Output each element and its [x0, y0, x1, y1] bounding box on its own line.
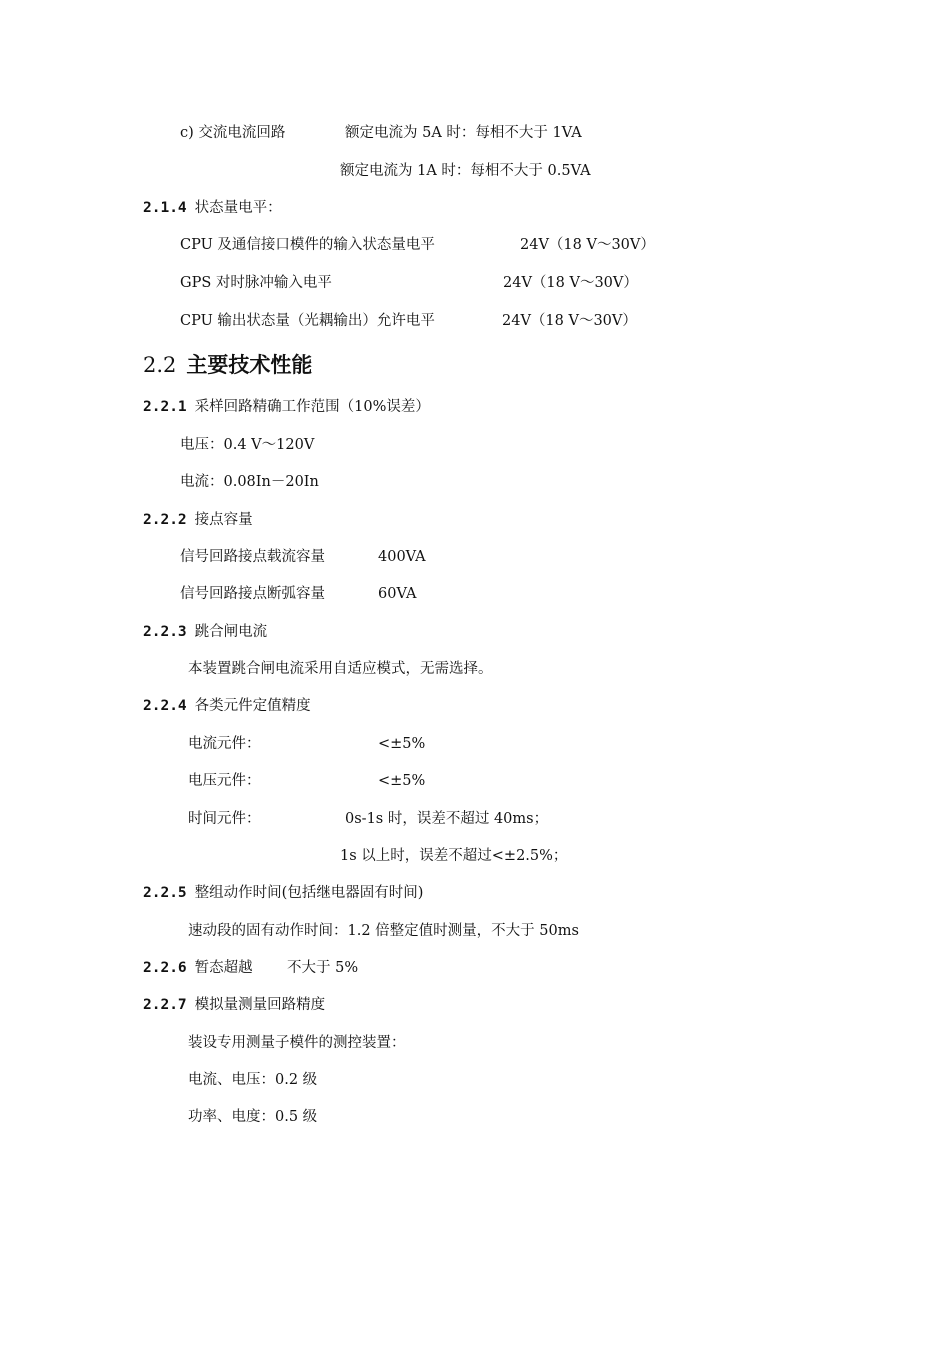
section-2-2-4-heading	[143, 696, 311, 716]
section-2-2-heading	[143, 352, 312, 378]
section-2-2-6-heading	[143, 958, 253, 978]
section-2-2-1-heading	[143, 397, 430, 417]
contact-capacity-label: 信号回路接点断弧容量	[180, 586, 325, 602]
current-range: 电流：0.08In－20In	[180, 474, 319, 490]
section-title: 状态量电平：	[194, 200, 282, 216]
section-number: 2.1.4	[143, 200, 187, 216]
contact-capacity-value: 60VA	[378, 586, 417, 602]
ac-circuit-value-1a: 额定电流为 1A 时：每相不大于 0.5VA	[340, 163, 591, 179]
section-2-2-7-heading	[143, 995, 325, 1015]
section-number: 2.2.4	[143, 698, 187, 714]
section-title: 整组动作时间(包括继电器固有时间)	[194, 885, 424, 901]
section-title: 跳合闸电流	[194, 624, 268, 640]
element-accuracy-value: 0s-1s 时，误差不超过 40ms；	[345, 811, 549, 827]
operate-time-text: 速动段的固有动作时间：1.2 倍整定值时测量，不大于 50ms	[188, 923, 579, 939]
section-2-2-5-heading	[143, 883, 423, 903]
state-level-value: 24V（18 V～30V）	[520, 237, 655, 253]
state-level-label: GPS 对时脉冲输入电平	[180, 275, 332, 291]
section-title: 接点容量	[194, 512, 253, 528]
contact-capacity-label: 信号回路接点载流容量	[180, 549, 325, 565]
section-title: 各类元件定值精度	[194, 698, 311, 714]
contact-capacity-value: 400VA	[378, 549, 426, 565]
state-level-value: 24V（18 V～30V）	[502, 313, 637, 329]
section-title: 主要技术性能	[186, 352, 313, 377]
section-number: 2.2.7	[143, 997, 187, 1013]
section-title: 采样回路精确工作范围（10%误差）	[194, 399, 430, 415]
ac-circuit-value-5a: 额定电流为 5A 时：每相不大于 1VA	[345, 125, 582, 141]
state-level-value: 24V（18 V～30V）	[503, 275, 638, 291]
state-level-label: CPU 及通信接口模件的输入状态量电平	[180, 237, 435, 253]
element-accuracy-value: <±5%	[378, 736, 426, 752]
power-energy-accuracy: 功率、电度：0.5 级	[188, 1109, 318, 1125]
element-accuracy-label: 电流元件：	[188, 736, 261, 752]
section-number: 2.2.6	[143, 960, 187, 976]
section-title: 模拟量测量回路精度	[194, 997, 326, 1013]
state-level-label: CPU 输出状态量（光耦输出）允许电平	[180, 313, 435, 329]
section-2-1-4-heading	[143, 198, 282, 218]
current-voltage-accuracy: 电流、电压：0.2 级	[188, 1072, 318, 1088]
measurement-device-text: 装设专用测量子模件的测控装置：	[188, 1035, 406, 1051]
element-accuracy-extra: 1s 以上时，误差不超过<±2.5%；	[340, 848, 568, 864]
section-number: 2.2.2	[143, 512, 187, 528]
voltage-range: 电压：0.4 V～120V	[180, 437, 315, 453]
element-accuracy-value: <±5%	[378, 773, 426, 789]
transient-overreach-value: 不大于 5%	[287, 960, 359, 976]
section-number: 2.2.1	[143, 399, 187, 415]
section-2-2-2-heading	[143, 510, 253, 530]
section-number: 2.2.5	[143, 885, 187, 901]
trip-current-text: 本装置跳合闸电流采用自适应模式，无需选择。	[188, 661, 493, 677]
ac-circuit-label: c) 交流电流回路	[180, 125, 286, 141]
element-accuracy-label: 时间元件：	[188, 811, 261, 827]
section-2-2-3-heading	[143, 622, 267, 642]
section-number: 2.2.3	[143, 624, 187, 640]
section-title: 暂态超越	[194, 960, 253, 976]
element-accuracy-label: 电压元件：	[188, 773, 261, 789]
section-number: 2.2	[143, 353, 177, 377]
